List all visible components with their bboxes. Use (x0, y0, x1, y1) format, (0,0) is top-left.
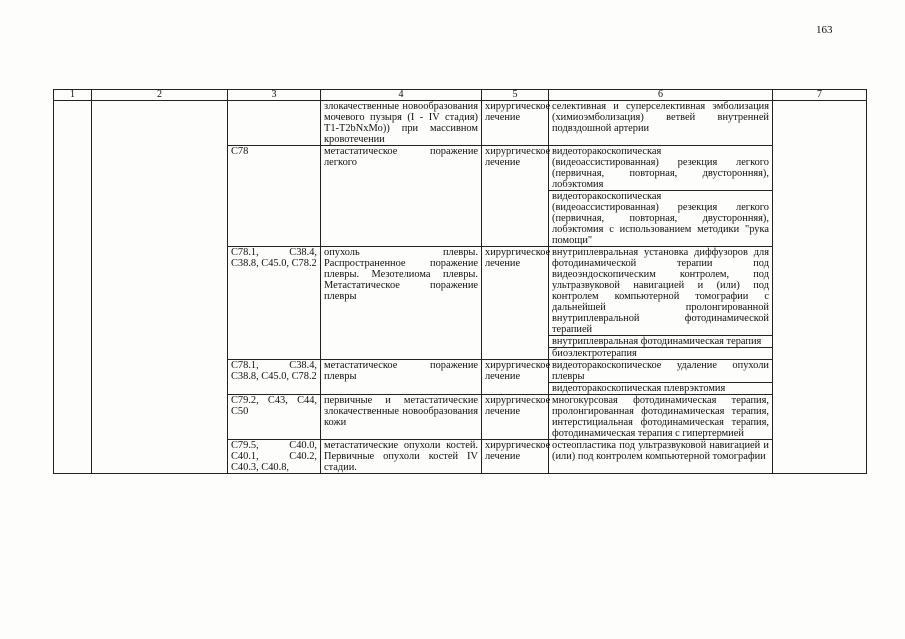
column-number: 1 (54, 90, 92, 101)
icd-codes-cell: C78 (228, 146, 321, 247)
treatment-type-cell: хирургическое лечение (482, 101, 549, 146)
column-number-row (54, 90, 867, 101)
column-number: 2 (92, 90, 228, 101)
cell-col7 (773, 101, 867, 474)
condition-cell: метастатическое поражение плевры (321, 360, 482, 395)
treatment-type-cell: хирургическое лечение (482, 360, 549, 395)
column-number: 3 (228, 90, 321, 101)
method-cell: видеоторакоскопическая плеврэктомия (549, 383, 773, 395)
icd-codes-cell (228, 101, 321, 146)
method-cell: видеоторакоскопическое удаление опухоли плевры (549, 360, 773, 383)
cell-col2 (92, 101, 228, 474)
method-cell: внутриплевральная установка диффузоров для фотодинамической терапии под видеоэндоскопическим контролем, под ультразвуковой навигацией и (или) под контролем компьютерной томографии с дальнейшей пролонгированной внутриплевральной фотодинамической терапией (549, 247, 773, 336)
condition-cell: метастатические опухоли костей. Первичные опухоли костей IV стадии. (321, 440, 482, 474)
method-cell: селективная и суперселективная эмболизация (химиоэмболизация) ветвей внутренней подвздошной артерии (549, 101, 773, 146)
treatment-type-cell: хирургическое лечение (482, 146, 549, 247)
method-cell: многокурсовая фотодинамическая терапия, пролонгированная фотодинамическая терапия, интерстициальная фотодинамическая терапия, фотодинамическая терапия с гипертермией (549, 395, 773, 440)
cell-col1 (54, 101, 92, 474)
condition-cell: первичные и метастатические злокачественные новообразования кожи (321, 395, 482, 440)
treatment-type-cell: хирургическое лечение (482, 395, 549, 440)
condition-cell: опухоль плевры. Распространенное поражение плевры. Мезотелиома плевры. Метастатическое поражение плевры (321, 247, 482, 360)
icd-codes-cell: C78.1, C38.4, C38.8, C45.0, C78.2 (228, 360, 321, 395)
method-cell: биоэлектротерапия (549, 348, 773, 360)
method-cell: внутриплевральная фотодинамическая терапия (549, 336, 773, 348)
page-number: 163 (816, 24, 833, 36)
method-cell: остеопластика под ультразвуковой навигацией и (или) под контролем компьютерной томографии (549, 440, 773, 474)
column-number: 6 (549, 90, 773, 101)
column-number: 7 (773, 90, 867, 101)
condition-cell: злокачественные новообразования мочевого пузыря (I - IV стадия) T1-T2bNxMo)) при массивном кровотечении (321, 101, 482, 146)
method-cell: видеоторакоскопическая (видеоассистированная) резекция легкого (первичная, повторная, двусторонняя), лобэктомия с использованием методики "рука помощи" (549, 191, 773, 247)
icd-codes-cell: C79.5, C40.0, C40.1, C40.2, C40.3, C40.8, (228, 440, 321, 474)
table-row (54, 101, 867, 146)
treatment-type-cell: хирургическое лечение (482, 440, 549, 474)
condition-cell: метастатическое поражение легкого (321, 146, 482, 247)
icd-codes-cell: C78.1, C38.4, C38.8, C45.0, C78.2 (228, 247, 321, 360)
column-number: 5 (482, 90, 549, 101)
treatment-table (53, 89, 867, 474)
method-cell: видеоторакоскопическая (видеоассистированная) резекция легкого (первичная, повторная, двусторонняя), лобэктомия (549, 146, 773, 191)
icd-codes-cell: C79.2, C43, C44, C50 (228, 395, 321, 440)
treatment-type-cell: хирургическое лечение (482, 247, 549, 360)
column-number: 4 (321, 90, 482, 101)
